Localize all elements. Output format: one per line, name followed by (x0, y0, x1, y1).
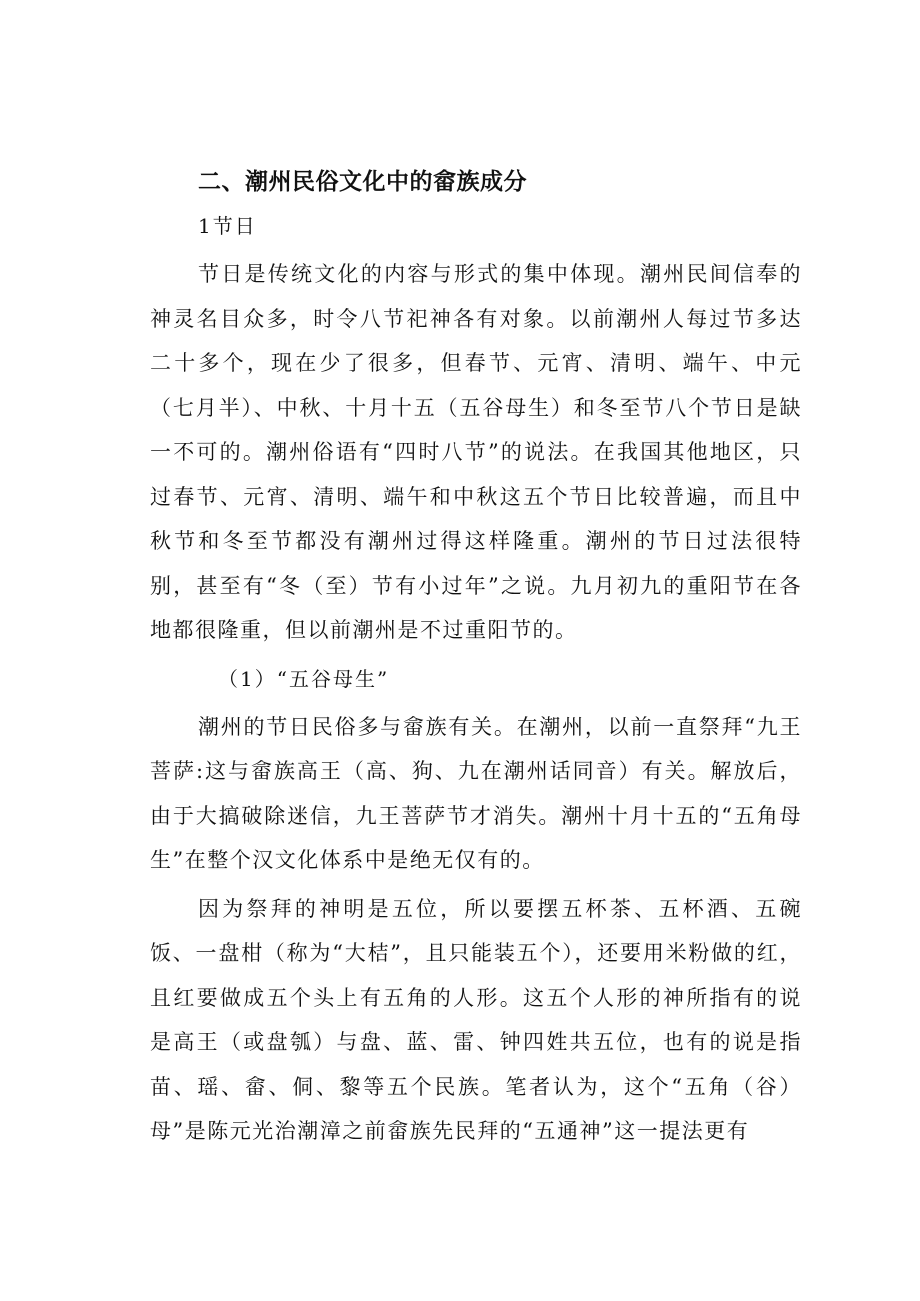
paragraph-five-deities: 因为祭拜的神明是五位，所以要摆五杯茶、五杯酒、五碗饭、一盘柑（称为“大桔”，且只能装五个），还要用米粉做的红，且红要做成五个头上有五角的人形。这五个人形的神所指有的说是高王（或盘瓠）与盘、蓝、雷、钟四姓共五位，也有的说是指苗、瑶、畲、侗、黎等五个民族。笔者认为，这个“五角（谷）母”是陈元光治潮漳之前畲族先民拜的“五通神”这一提法更有 (150, 896, 802, 1143)
paragraph-she-customs: 潮州的节日民俗多与畲族有关。在潮州，以前一直祭拜“九王菩萨:这与畲族高王（高、狗、九在潮州话同音）有关。解放后，由于大搞破除迷信，九王菩萨节才消失。潮州十月十五的“五角母生”在整个汉文化体系中是绝无仅有的。 (150, 714, 802, 872)
document-body (150, 160, 802, 1154)
subsection-title-festivals: 1节日 (198, 214, 257, 238)
section-heading: 二、潮州民俗文化中的畲族成分 (198, 169, 527, 195)
subsection-title-wugu-musheng: （1）“五谷母生” (218, 666, 390, 691)
paragraph-festivals: 节日是传统文化的内容与形式的集中体现。潮州民间信奉的神灵名目众多，时令八节祀神各有对象。以前潮州人每过节多达二十多个，现在少了很多，但春节、元宵、清明、端午、中元（七月半）、中秋、十月十五（五谷母生）和冬至节八个节日是缺一不可的。潮州俗语有“四时八节”的说法。在我国其他地区，只过春节、元宵、清明、端午和中秋这五个节日比较普遍，而且中秋节和冬至节都没有潮州过得这样隆重。潮州的节日过法很特别，甚至有“冬（至）节有小过年”之说。九月初九的重阳节在各地都很隆重，但以前潮州是不过重阳节的。 (150, 262, 802, 642)
